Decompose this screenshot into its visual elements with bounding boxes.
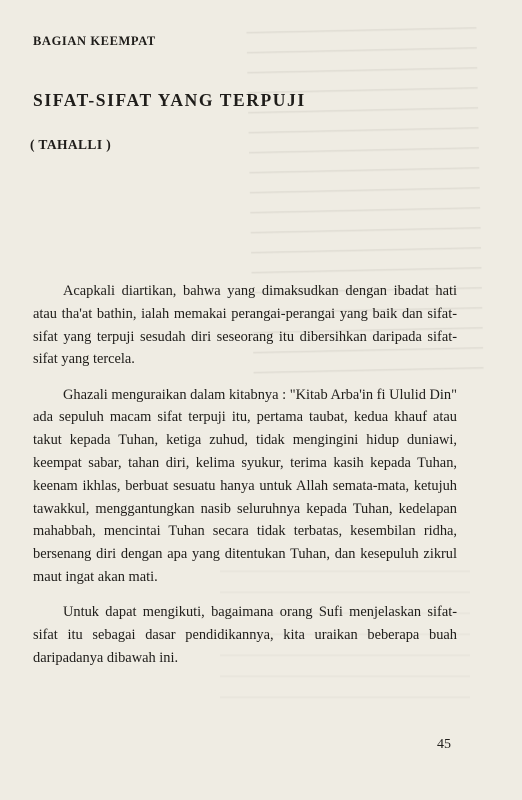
body-text [33,280,457,682]
paragraph: Ghazali menguraikan dalam kitabnya : "Kitab Arba'in fi Ululid Din" ada sepuluh macam sifat terpuji itu, pertama taubat, kedua khauf atau takut kepada Tuhan, ketiga zuhud, tidak mengingini hidup duniawi, keempat sabar, tahan diri, kelima syukur, terima kasih kepada Tuhan, keenam ikhlas, berbuat sesuatu hanya untuk Allah semata-mata, ketujuh tawakkul, menggantungkan nasib seluruhnya kepada Tuhan, kedelapan mahabbah, mencintai Tuhan secara tidak terbatas, kesembilan ridha, bersenang diri dengan apa yang ditentukan Tuhan, dan kesepuluh zikrul maut ingat akan mati. [33,386,457,586]
chapter-title: SIFAT-SIFAT YANG TERPUJI [33,90,306,110]
chapter-label: BAGIAN KEEMPAT [33,34,156,48]
paragraph: Acapkali diartikan, bahwa yang dimaksudkan dengan ibadat hati atau tha'at bathin, ialah memakai perangai-perangai yang baik dan sifat-sifat yang terpuji sesudah diri seseorang itu dibersihkan daripada sifat-sifat yang tercela. [33,283,457,368]
page-number: 45 [437,737,451,752]
chapter-subtitle: ( TAHALLI ) [30,137,112,152]
paragraph: Untuk dapat mengikuti, bagaimana orang Sufi menjelaskan sifat-sifat itu sebagai dasar pendidikannya, kita uraikan beberapa buah daripadanya dibawah ini. [33,604,457,666]
